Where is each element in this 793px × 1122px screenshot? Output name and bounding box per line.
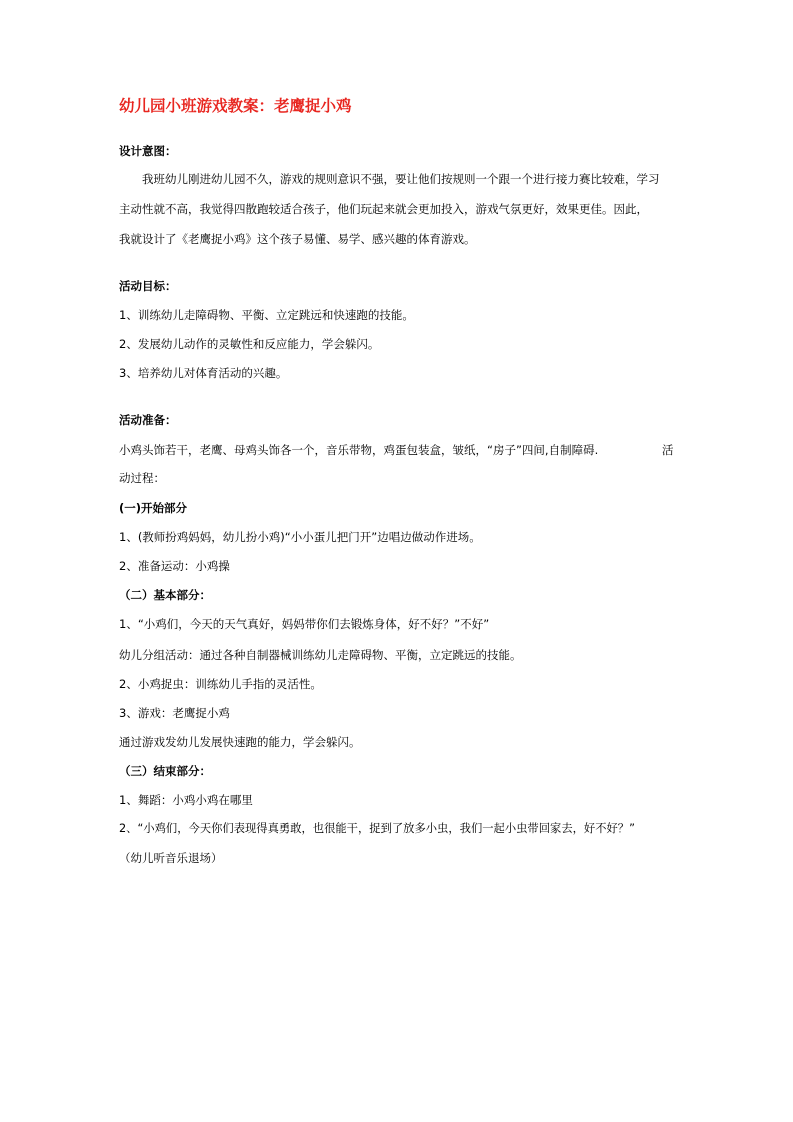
part2-heading: （二）基本部分： (119, 588, 211, 602)
preparation-line-1: 小鸡头饰若干，老鹰、母鸡头饰各一个，音乐带物，鸡蛋包装盒，皱纸，“房子”四间,自制障碍. (119, 443, 599, 457)
goal-item-3: 3、培养幼儿对体育活动的兴趣。 (119, 366, 288, 380)
design-intent-heading: 设计意图： (119, 144, 177, 158)
preparation-line-1-end: 活 (662, 443, 674, 457)
goal-item-1: 1、训练幼儿走障碍物、平衡、立定跳远和快速跑的技能。 (119, 308, 414, 322)
part1-item-2: 2、准备运动：小鸡操 (119, 559, 230, 573)
document-title: 幼儿园小班游戏教案：老鹰捉小鸡 (119, 96, 352, 115)
part1-item-1: 1、(教师扮鸡妈妈，幼儿扮小鸡)“小小蛋儿把门开”边唱边做动作进场。 (119, 530, 481, 544)
design-intent-line-2: 主动性就不高，我觉得四散跑较适合孩子，他们玩起来就会更加投入，游戏气氛更好，效果更佳。因此， (119, 202, 648, 216)
goals-heading: 活动目标： (119, 279, 177, 293)
preparation-heading: 活动准备： (119, 413, 177, 427)
preparation-line-2: 动过程： (119, 471, 165, 485)
goal-item-2: 2、发展幼儿动作的灵敏性和反应能力，学会躲闪。 (119, 337, 380, 351)
part3-item-1: 1、舞蹈：小鸡小鸡在哪里 (119, 793, 253, 807)
part3-heading: （三）结束部分： (119, 764, 211, 778)
part2-item-5: 通过游戏发幼儿发展快速跑的能力，学会躲闪。 (119, 735, 361, 749)
part2-item-3: 2、小鸡捉虫：训练幼儿手指的灵活性。 (119, 677, 322, 691)
part2-item-2: 幼儿分组活动：通过各种自制器械训练幼儿走障碍物、平衡，立定跳远的技能。 (119, 648, 522, 662)
part3-item-3: （幼儿听音乐退场） (119, 851, 223, 865)
part2-item-1: 1、“小鸡们，今天的天气真好，妈妈带你们去锻炼身体，好不好？”不好” (119, 617, 490, 631)
part1-heading: (一)开始部分 (119, 501, 188, 515)
part3-item-2: 2、“小鸡们，今天你们表现得真勇敢，也很能干，捉到了放多小虫，我们一起小虫带回家去，好不好？” (119, 822, 635, 835)
design-intent-line-1: 我班幼儿刚进幼儿园不久，游戏的规则意识不强，要让他们按规则一个跟一个进行接力赛比较难，学习 (142, 172, 660, 186)
part2-item-4: 3、游戏：老鹰捉小鸡 (119, 706, 230, 720)
design-intent-line-3: 我就设计了《老鹰捉小鸡》这个孩子易懂、易学、感兴趣的体育游戏。 (119, 232, 476, 246)
